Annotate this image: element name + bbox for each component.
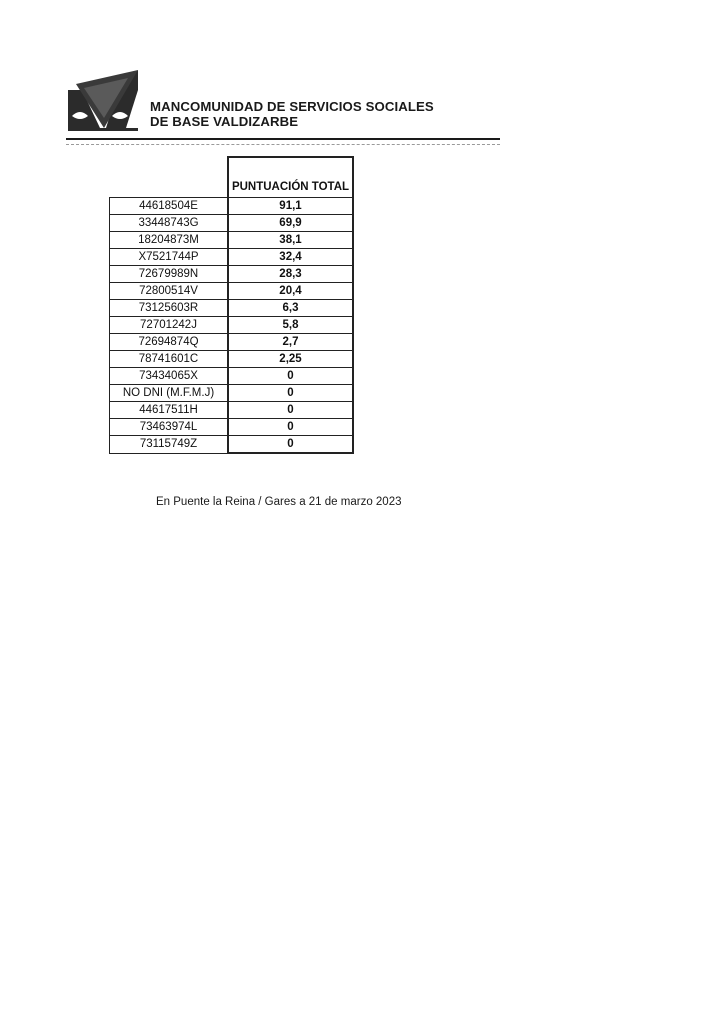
table-row <box>110 436 354 454</box>
applicant-id-cell: 73115749Z <box>110 436 229 454</box>
table-row <box>110 317 354 334</box>
table-row <box>110 283 354 300</box>
applicant-id-cell: 73463974L <box>110 419 229 436</box>
total-score-cell: 38,1 <box>228 232 353 249</box>
applicant-id-cell: 72800514V <box>110 283 229 300</box>
total-score-cell: 69,9 <box>228 215 353 232</box>
total-score-cell: 32,4 <box>228 249 353 266</box>
applicant-id-cell: 33448743G <box>110 215 229 232</box>
scores-table <box>109 156 354 454</box>
scores-table-body <box>110 198 354 454</box>
total-score-cell: 5,8 <box>228 317 353 334</box>
applicant-id-cell: 72679989N <box>110 266 229 283</box>
letterhead-rule-secondary <box>66 144 500 145</box>
total-score-cell: 0 <box>228 385 353 402</box>
table-row <box>110 385 354 402</box>
total-score-cell: 0 <box>228 402 353 419</box>
total-score-cell: 0 <box>228 436 353 454</box>
table-row <box>110 266 354 283</box>
applicant-id-cell: 44618504E <box>110 198 229 215</box>
total-score-cell: 2,25 <box>228 351 353 368</box>
letterhead-rule <box>66 138 500 140</box>
table-row <box>110 232 354 249</box>
total-score-cell: 2,7 <box>228 334 353 351</box>
letterhead <box>66 70 502 150</box>
applicant-id-cell: 18204873M <box>110 232 229 249</box>
organization-name <box>150 99 434 129</box>
table-row <box>110 300 354 317</box>
score-column-header: PUNTUACIÓN TOTAL <box>228 157 353 198</box>
applicant-id-cell: NO DNI (M.F.M.J) <box>110 385 229 402</box>
applicant-id-cell: 78741601C <box>110 351 229 368</box>
applicant-id-cell: 44617511H <box>110 402 229 419</box>
applicant-id-cell: 73125603R <box>110 300 229 317</box>
table-row <box>110 368 354 385</box>
total-score-cell: 6,3 <box>228 300 353 317</box>
place-and-date: En Puente la Reina / Gares a 21 de marzo 2023 <box>156 496 402 508</box>
applicant-id-cell: X7521744P <box>110 249 229 266</box>
table-row <box>110 419 354 436</box>
applicant-id-cell: 72701242J <box>110 317 229 334</box>
table-row <box>110 215 354 232</box>
total-score-cell: 0 <box>228 368 353 385</box>
table-header-empty-cell <box>110 157 229 198</box>
total-score-cell: 20,4 <box>228 283 353 300</box>
total-score-cell: 91,1 <box>228 198 353 215</box>
table-row <box>110 351 354 368</box>
organization-name-line-2: DE BASE VALDIZARBE <box>150 114 299 129</box>
table-row <box>110 249 354 266</box>
applicant-id-cell: 73434065X <box>110 368 229 385</box>
organization-name-line-1: MANCOMUNIDAD DE SERVICIOS SOCIALES <box>150 99 434 114</box>
applicant-id-cell: 72694874Q <box>110 334 229 351</box>
organization-logo <box>66 70 140 132</box>
table-row <box>110 402 354 419</box>
table-row <box>110 198 354 215</box>
table-row <box>110 334 354 351</box>
table-header-row <box>110 157 354 198</box>
total-score-cell: 28,3 <box>228 266 353 283</box>
total-score-cell: 0 <box>228 419 353 436</box>
